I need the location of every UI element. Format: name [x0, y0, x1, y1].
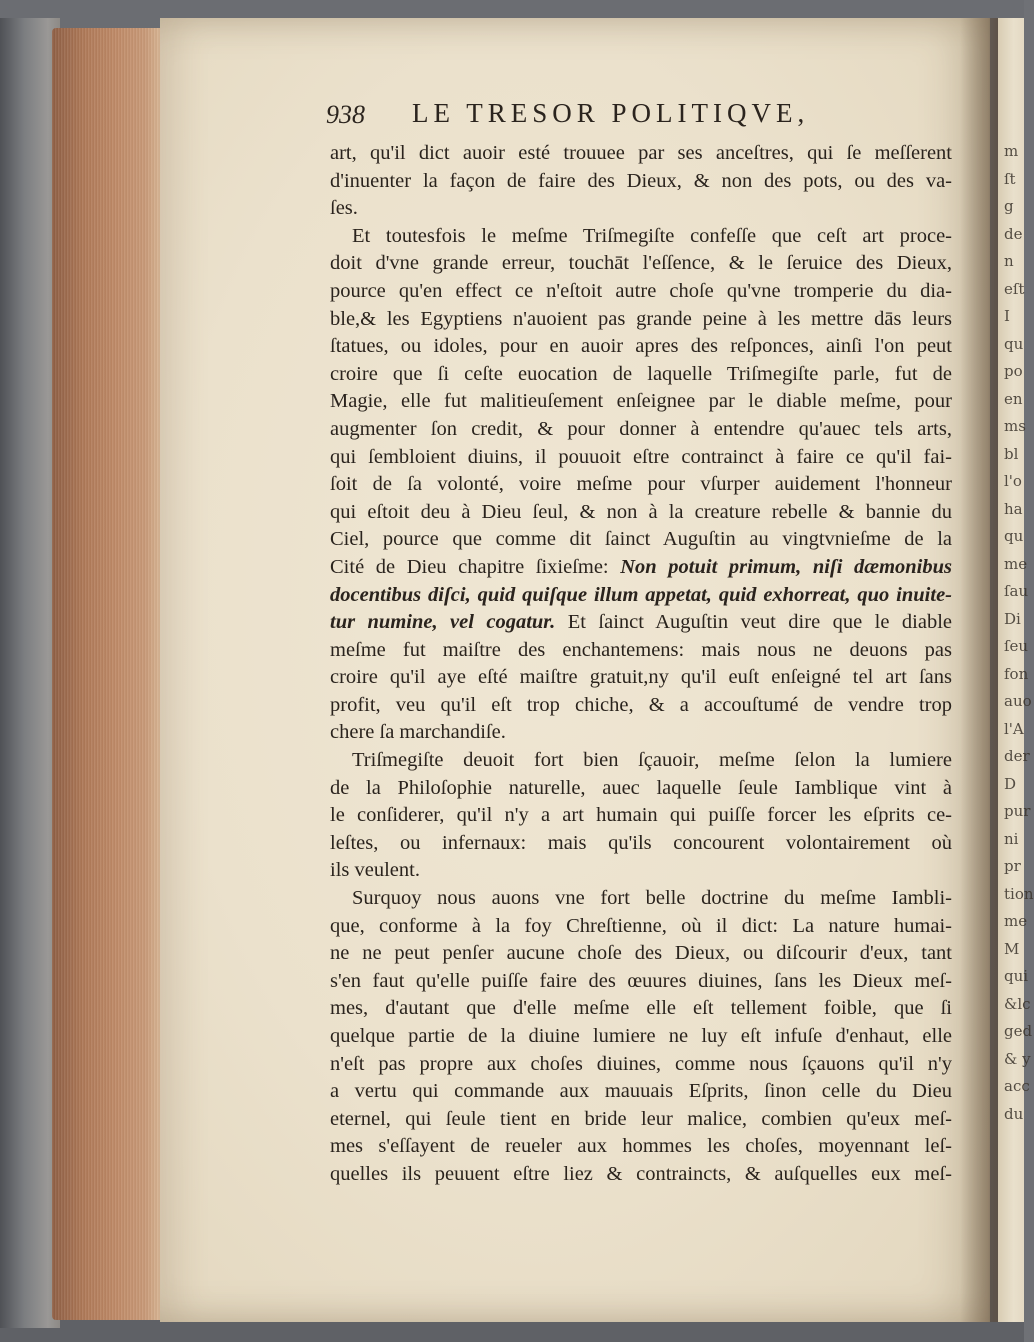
facing-page-fragment: fon — [1004, 664, 1029, 683]
text-line: qui eſtoit deu à Dieu ſeul, & non à la creature rebelle & bannie du — [330, 500, 952, 523]
page-header — [326, 96, 966, 136]
facing-page-text — [1004, 138, 1034, 1128]
text-line: profit, veu qu'il eſt trop chiche, & a accouſtumé de vendre trop — [330, 693, 952, 716]
latin-quote: Non potuit primum, niſi dæmonibus — [620, 555, 953, 578]
facing-page-fragment: D — [1004, 774, 1017, 793]
facing-page-fragment: M — [1004, 939, 1020, 958]
book-cover-edge — [0, 18, 60, 1328]
latin-quote: tur numine, vel cogatur. — [330, 611, 556, 634]
text-line: ſtatues, ou idoles, pour en auoir apres des reſponces, ainſi l'on peut — [330, 335, 952, 358]
text-segment: Cité de Dieu chapitre ſixieſme: — [330, 555, 609, 578]
facing-page-fragment: ſt — [1004, 169, 1016, 188]
text-line: que, conforme à la foy Chreſtienne, où il dict: La nature humai- — [330, 914, 952, 937]
facing-page-fragment: me — [1004, 554, 1028, 573]
text-line: pource qu'en effect ce n'eſtoit autre choſe qu'vne tromperie du dia- — [330, 279, 952, 302]
facing-page-fragment: qui — [1004, 967, 1029, 985]
text-line: quelque partie de la diuine lumiere ne luy eſt infuſe d'enhaut, elle — [330, 1025, 952, 1047]
facing-page-fragment: tion — [1004, 884, 1034, 903]
facing-page-fragment: Di — [1004, 609, 1021, 628]
text-line: doit d'vne grande erreur, touchāt l'eſſence, & le ſeruice des Dieux, — [330, 252, 952, 275]
text-line: chere ſa marchandiſe. — [330, 721, 506, 744]
facing-page-fragment: ged — [1004, 1022, 1033, 1040]
text-line: ils veulent. — [330, 859, 420, 882]
facing-page-fragment: me — [1004, 912, 1028, 930]
text-line: n'eſt pas propre aux choſes diuines, comme nous ſçauons qu'il n'y — [330, 1052, 952, 1075]
facing-page-fragment: ha — [1004, 499, 1023, 518]
facing-page-fragment: l'A — [1004, 719, 1024, 738]
facing-page-fragment: ſau — [1004, 582, 1029, 600]
text-line: ne ne peut penſer aucune choſe des Dieux, ou diſcourir d'eux, tant — [330, 942, 952, 965]
facing-page-fragment: der — [1004, 747, 1030, 765]
facing-page-fragment: acc — [1004, 1077, 1030, 1095]
text-segment: Et ſainct Auguſtin veut dire que le diable — [567, 611, 952, 634]
facing-page-fragment: auo — [1004, 692, 1032, 710]
latin-line — [330, 582, 952, 610]
facing-page-fragment: pur — [1004, 802, 1031, 820]
facing-page-fragment: en — [1004, 389, 1023, 408]
facing-page — [998, 18, 1034, 1322]
text-line: Ciel, pource que comme dit ſainct Auguſtin au vingtvnieſme de la — [330, 528, 952, 551]
facing-page-fragment: & y — [1004, 1049, 1031, 1068]
text-line: s'en faut qu'elle puiſſe faire des œuures diuines, ſans les Dieux meſ- — [330, 969, 952, 992]
text-line: croire que ſi ceſte euocation de laquelle Triſmegiſte parle, fut de — [330, 362, 952, 385]
text-line: augmenter ſon credit, & pour donner à entendre qu'auec tels arts, — [330, 417, 952, 440]
text-line: Surquoy nous auons vne fort belle doctrine du meſme Iambli- — [352, 887, 952, 910]
text-line: quelles ils peuuent eſtre liez & contraincts, & auſquelles eux meſ- — [330, 1162, 952, 1185]
facing-page-fragment: &lc — [1004, 994, 1031, 1013]
facing-page-fragment: l'o — [1004, 472, 1022, 490]
facing-page-fragment: I — [1004, 307, 1010, 325]
text-line: leſtes, ou infernaux: mais qu'ils concourent volontairement où — [330, 831, 952, 854]
text-line: qui ſembloient diuins, il pouuoit eſtre contrainct à faire ce qu'il fai- — [330, 445, 952, 468]
facing-page-fragment: du — [1004, 1104, 1024, 1123]
facing-page-fragment: qu — [1004, 334, 1024, 353]
facing-page-fragment: bl — [1004, 444, 1019, 463]
text-line-with-latin — [330, 609, 952, 637]
facing-page-fragment: g — [1004, 197, 1014, 215]
facing-page-fragment: pr — [1004, 857, 1021, 875]
facing-page-fragment: eſt — [1004, 279, 1025, 298]
text-line: le conſiderer, qu'il n'y a art humain qui puiſſe forcer les eſprits ce- — [330, 804, 952, 827]
text-line: mes s'eſſayent de reueler aux hommes les choſes, moyennant leſ- — [330, 1135, 952, 1158]
facing-page-fragment: m — [1004, 142, 1019, 160]
page-number: 938 — [326, 100, 365, 129]
facing-page-fragment: n — [1004, 252, 1014, 270]
text-line: ble,& les Egyptiens n'auoient pas grande peine à les mettre dās leurs — [330, 307, 952, 330]
text-line: ſes. — [330, 197, 358, 220]
text-line: de la Philoſophie naturelle, auec laquelle ſeule Iamblique vint à — [330, 776, 952, 799]
facing-page-fragment: ni — [1004, 829, 1019, 848]
text-line: ſoit de ſa volonté, voire meſme pour vſurper auidement l'honneur — [330, 473, 952, 496]
body-text — [330, 140, 952, 1189]
text-line-with-latin — [330, 554, 952, 582]
facing-page-fragment: po — [1004, 362, 1023, 380]
facing-page-fragment: ms — [1004, 417, 1026, 435]
facing-page-fragment: ſeu — [1004, 637, 1029, 655]
text-line: Triſmegiſte deuoit fort bien ſçauoir, meſme ſelon la lumiere — [352, 749, 952, 772]
gutter-shadow — [960, 18, 1000, 1322]
text-line: Et toutesfois le meſme Triſmegiſte confeſſe que ceſt art proce- — [352, 224, 952, 247]
facing-page-fragment: de — [1004, 224, 1023, 243]
text-line: mes, d'autant que d'elle meſme elle eſt tellement foible, que ſi — [330, 997, 952, 1020]
facing-page-fragment: qu — [1004, 527, 1024, 545]
text-line: a vertu qui commande aux mauuais Eſprits, ſinon celle du Dieu — [330, 1080, 952, 1103]
text-line: d'inuenter la façon de faire des Dieux, & non des pots, ou des va- — [330, 169, 952, 192]
page-stack-edge — [52, 28, 162, 1320]
text-line: croire qu'il aye eſté maiſtre gratuit,ny qu'il euſt enſeigné tel art ſans — [330, 666, 952, 689]
text-line: art, qu'il dict auoir esté trouuee par ses anceſtres, qui ſe meſſerent — [330, 142, 952, 164]
running-title: LE TRESOR POLITIQVE, — [412, 98, 810, 128]
text-line: meſme fut maiſtre des enchantemens: mais nous ne deuons pas — [330, 638, 952, 661]
latin-quote: docentibus diſci, quid quiſque illum appetat, quid exhorreat, quo inuite- — [330, 583, 952, 606]
text-line: Magie, elle fut malitieuſement enſeignee par le diable meſme, pour — [330, 390, 952, 413]
text-line: eternel, qui ſeule tient en bride leur malice, combien qu'eux meſ- — [330, 1107, 952, 1130]
